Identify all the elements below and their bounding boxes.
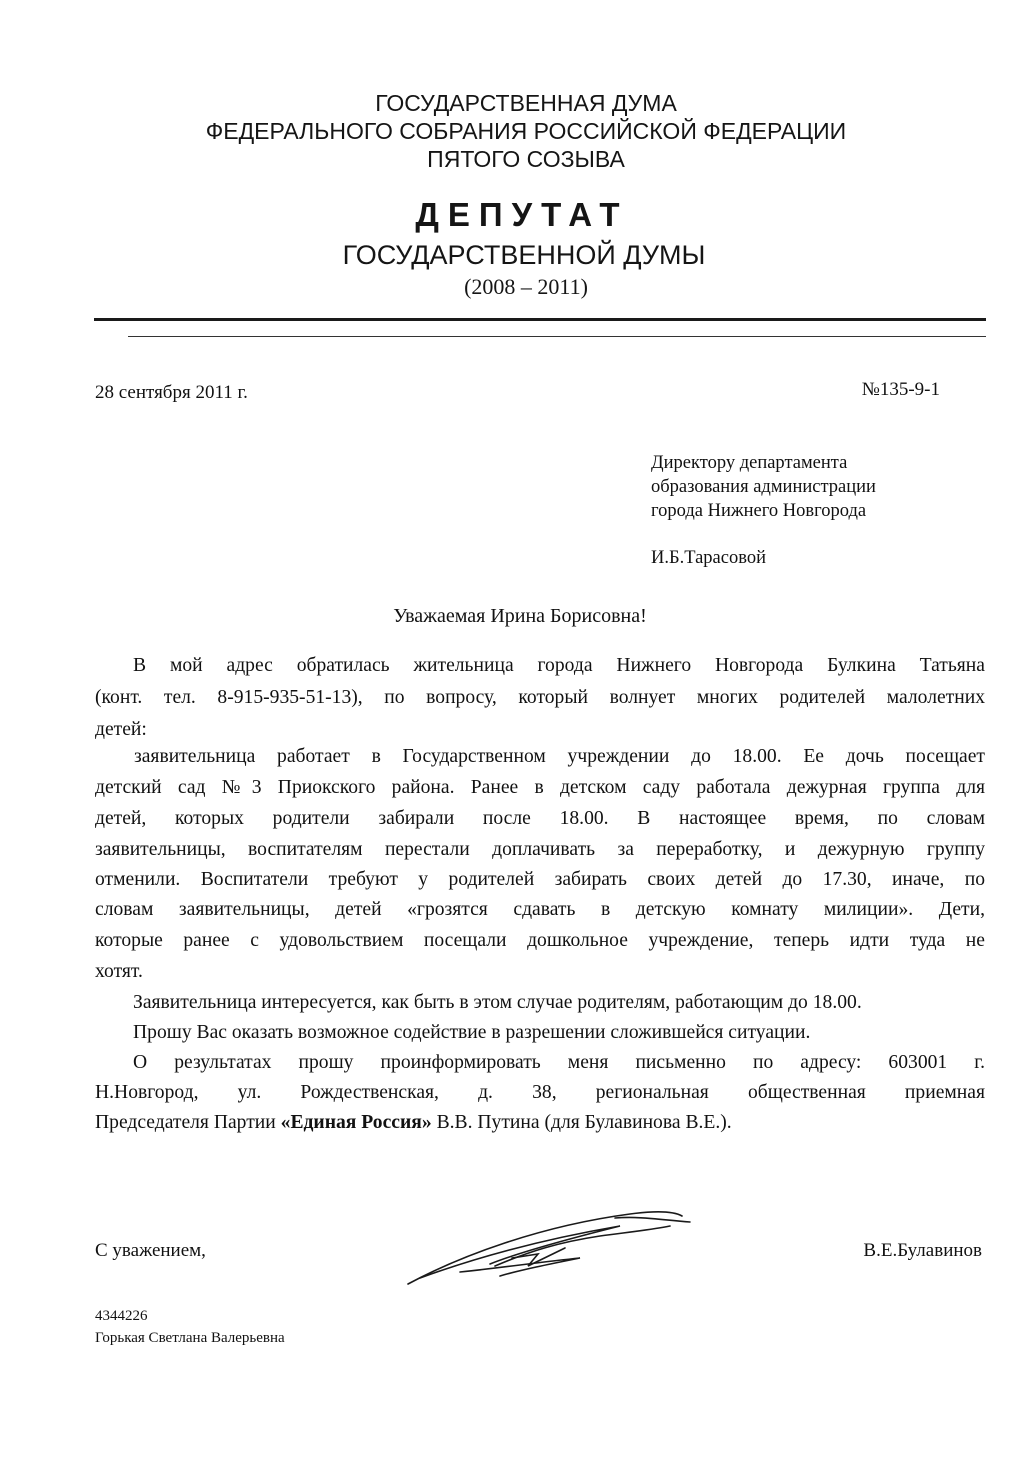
body-line: Н.Новгород, ул. Рождественская, д. 38, региональная общественная приемная — [95, 1082, 985, 1103]
body-line: которые ранее с удовольствием посещали дошкольное учреждение, теперь идти туда не — [95, 930, 985, 951]
body-line: Прошу Вас оказать возможное содействие в разрешении сложившейся ситуации. — [133, 1022, 811, 1043]
letterhead-line-3: ПЯТОГО СОЗЫВА — [427, 146, 625, 172]
letter-date: 28 сентября 2011 г. — [95, 382, 248, 403]
body-line: словам заявительницы, детей «грозятся сдавать в детскую комнату милиции». Дети, — [95, 899, 985, 920]
executor-phone: 4344226 — [95, 1308, 148, 1324]
body-line: заявительницы, воспитателям перестали доплачивать за переработку, и дежурную группу — [95, 839, 985, 860]
body-line-final — [95, 1109, 985, 1137]
letterhead-subtitle: ГОСУДАРСТВЕННОЙ ДУМЫ — [342, 240, 706, 270]
addressee-line-2: образования администрации — [651, 477, 876, 497]
letterhead-rule-thick — [94, 318, 986, 321]
signer-name: В.Е.Булавинов — [863, 1240, 982, 1261]
addressee-line-3: города Нижнего Новгорода — [651, 501, 867, 521]
body-line: Заявительница интересуется, как быть в этом случае родителям, работающим до 18.00. — [133, 992, 862, 1013]
letterhead-line-2: ФЕДЕРАЛЬНОГО СОБРАНИЯ РОССИЙСКОЙ ФЕДЕРАЦИИ — [205, 118, 847, 144]
letter-number: №135-9-1 — [861, 379, 940, 400]
body-text: В.В. Путина (для Булавинова В.Е.). — [431, 1112, 732, 1133]
closing-regards: С уважением, — [95, 1240, 206, 1261]
addressee-name: И.Б.Тарасовой — [651, 548, 766, 568]
addressee-line-1: Директору департамента — [651, 453, 848, 473]
signature-mark — [400, 1196, 700, 1296]
party-name: «Единая Россия» — [280, 1112, 432, 1133]
body-line: В мой адрес обратилась жительница города Нижнего Новгорода Булкина Татьяна — [133, 655, 985, 676]
letterhead-years: (2008 – 2011) — [464, 274, 588, 299]
letterhead-rule-thin — [128, 336, 986, 337]
body-line: отменили. Воспитатели требуют у родителей забирать своих детей до 17.30, иначе, по — [95, 869, 985, 890]
body-text: Председателя Партии — [95, 1112, 281, 1133]
body-line: заявительница работает в Государственном учреждении до 18.00. Ее дочь посещает — [134, 746, 985, 767]
body-line: хотят. — [95, 961, 143, 982]
body-line: детский сад №3 Приокского района. Ранее в детском саду работала дежурная группа для — [95, 777, 985, 798]
greeting: Уважаемая Ирина Борисовна! — [393, 605, 647, 627]
letterhead-line-1: ГОСУДАРСТВЕННАЯ ДУМА — [375, 90, 677, 116]
executor-name: Горькая Светлана Валерьевна — [95, 1330, 285, 1346]
body-line: (конт. тел. 8-915-935-51-13), по вопросу, который волнует многих родителей малолетних — [95, 687, 985, 708]
letterhead-title: ДЕПУТАТ — [415, 196, 629, 233]
body-line: детей, которых родители забирали после 18.00. В настоящее время, по словам — [95, 808, 985, 829]
body-line: О результатах прошу проинформировать меня письменно по адресу: 603001 г. — [133, 1052, 985, 1073]
body-line: детей: — [95, 719, 147, 740]
